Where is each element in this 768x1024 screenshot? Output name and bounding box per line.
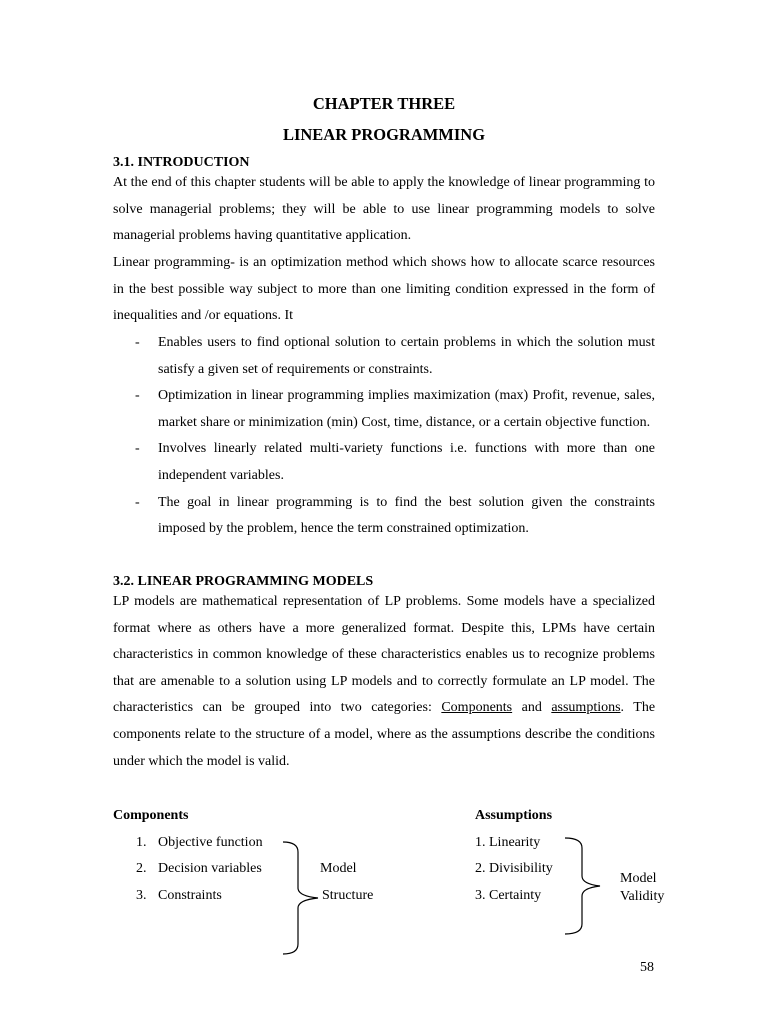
components-heading: Components [113, 808, 189, 823]
model-structure-label-line2: Structure [322, 888, 374, 903]
section-heading-lp-models: 3.2. LINEAR PROGRAMMING MODELS [113, 574, 374, 589]
components-underlined: Components [441, 700, 513, 716]
list-item: - Involves linearly related multi-variety functions i.e. functions with more than one independent variables. [113, 436, 655, 489]
assumptions-heading: Assumptions [475, 808, 553, 823]
list-item: - The goal in linear programming is to find the best solution given the constraints imposed by the problem, hence the term constrained optimization. [113, 490, 655, 543]
section-heading-introduction: 3.1. INTRODUCTION [113, 155, 250, 170]
assumption-item: 2. Divisibility [475, 861, 553, 876]
bullet-dash: - [135, 335, 140, 350]
component-item: Objective function [158, 835, 263, 850]
list-item: - Optimization in linear programming implies maximization (max) Profit, revenue, sales, market share or minimization (min) Cost, time, distance, or a certain objective function. [113, 383, 655, 436]
bullet-dash: - [135, 388, 140, 404]
model-structure-label-line1: Model [320, 861, 357, 876]
definition-paragraph: Linear programming- is an optimization method which shows how to allocate scarce resources in the best possible way subject to more than one limiting condition expressed in the form of inequalities and /or equations. It [113, 255, 655, 324]
assumption-item: 1. Linearity [475, 835, 541, 850]
assumptions-underlined: assumptions [551, 700, 621, 716]
bullet-dash: - [135, 494, 140, 510]
assumption-item: 3. Certainty [475, 888, 542, 903]
chapter-label: CHAPTER THREE [312, 94, 456, 113]
page-number: 58 [640, 960, 654, 975]
model-validity-label-line1: Model [620, 871, 657, 886]
component-number: 1. [136, 835, 147, 850]
lp-models-paragraph: LP models are mathematical representation of LP problems. Some models have a specialized format where as others have a more generalized format. Despite this, LPMs have certain characteristics in common knowledge of these characteristics enables us to recognize problems that are amenable to a solution using LP models and to correctly formulate an LP model. The characteristics can be grouped into two categories: Components and assumptions. The components relate to the structure of a model, where as the assumptions describe the conditions under which the model is valid. [113, 594, 656, 769]
component-item: Constraints [158, 888, 222, 903]
chapter-title: LINEAR PROGRAMMING [282, 125, 486, 144]
intro-paragraph: At the end of this chapter students will be able to apply the knowledge of linear programming to solve managerial problems; they will be able to use linear programming models to solve managerial problems having quantitative application. [113, 175, 655, 244]
component-number: 2. [136, 861, 147, 876]
list-item: - Enables users to find optional solution to certain problems in which the solution must satisfy a given set of requirements or constraints. [113, 330, 655, 383]
component-brace-icon [283, 842, 318, 954]
model-validity-label-line2: Validity [620, 889, 665, 904]
component-number: 3. [136, 888, 147, 903]
assumption-brace-icon [565, 838, 600, 934]
bullet-dash: - [135, 441, 140, 457]
component-item: Decision variables [158, 861, 262, 876]
